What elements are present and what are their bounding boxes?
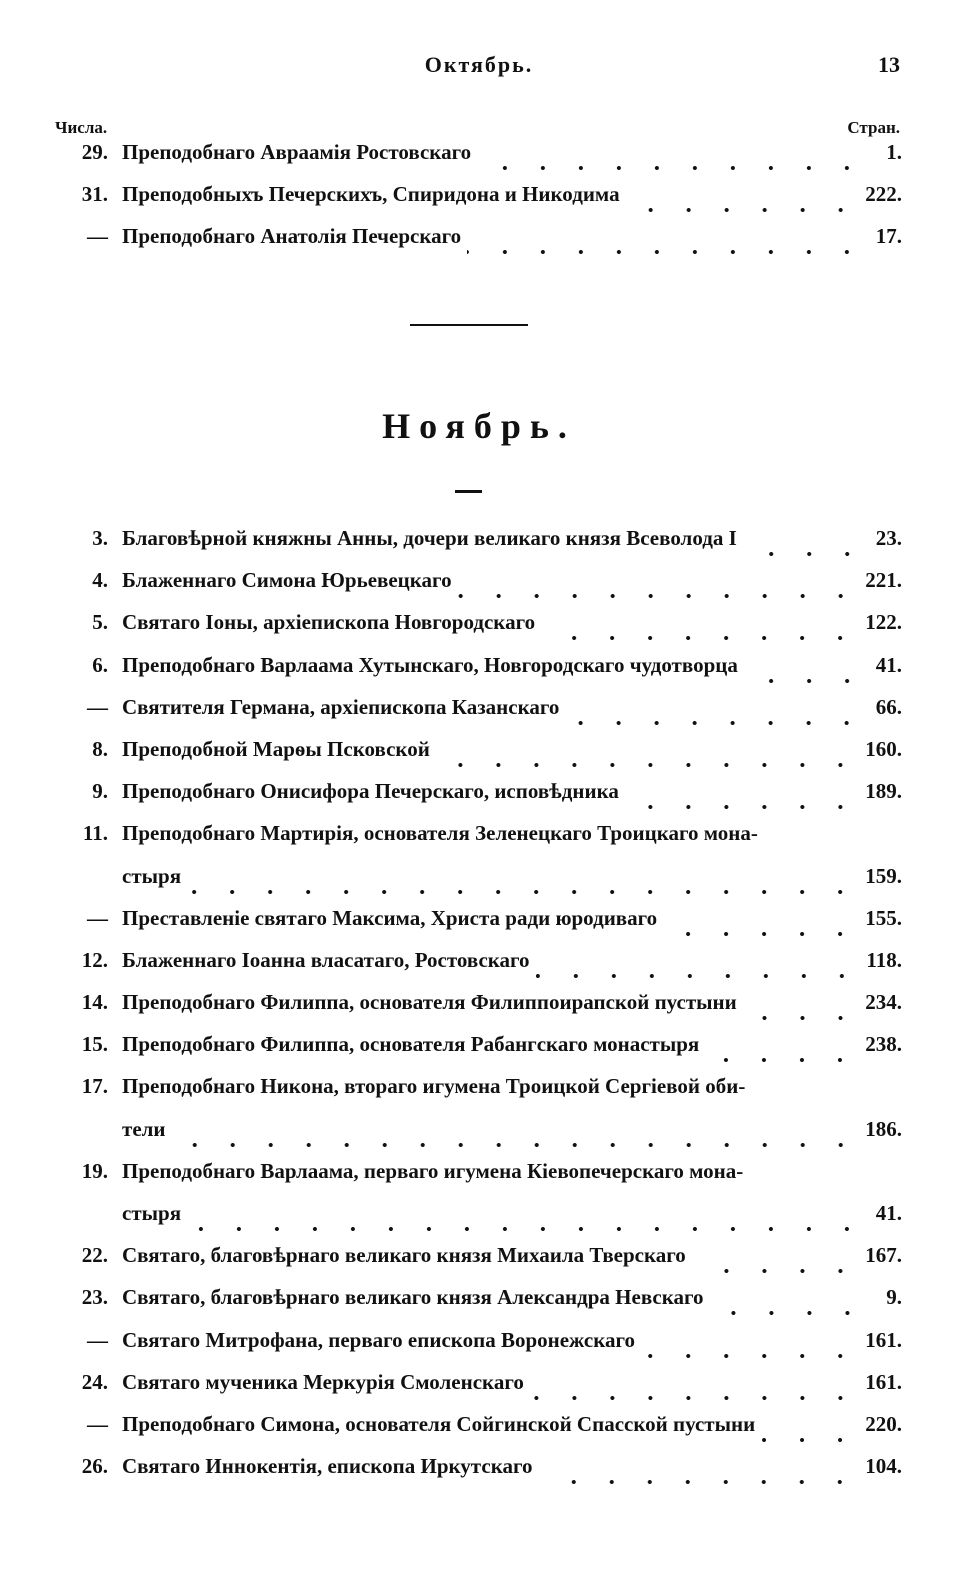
entry-date: 22. <box>81 1243 108 1268</box>
entry-title: Преподобнаго Филиппа, основателя Рабангскаго монастыря <box>122 1032 700 1057</box>
list-item <box>40 526 902 568</box>
entry-date: 23. <box>81 1285 108 1310</box>
entry-page: 161. <box>865 1369 902 1394</box>
dot-leader <box>663 932 859 936</box>
dot-leader <box>744 679 866 683</box>
dot-leader <box>625 805 859 809</box>
list-item-continuation <box>40 1201 902 1243</box>
list-item <box>40 906 902 948</box>
entry-page: 155. <box>865 905 902 930</box>
entry-date: 24. <box>81 1369 108 1394</box>
november-heading: Ноябрь. <box>382 406 576 446</box>
entry-date: 29. <box>81 140 108 164</box>
entry-title: Блаженнаго Іоанна власатаго, Ростовскаго <box>122 947 530 972</box>
entry-page: 104. <box>865 1454 902 1479</box>
entry-page: 160. <box>865 736 902 761</box>
list-item <box>40 1243 902 1285</box>
entry-date: — <box>87 1411 108 1436</box>
entry-date: 17. <box>81 1074 108 1099</box>
entry-title-continuation: стыря <box>122 1201 182 1225</box>
entry-page: 222. <box>865 182 902 207</box>
entry-date: — <box>87 1327 108 1352</box>
list-item <box>40 1454 902 1496</box>
entry-title: Преподобнаго Анатолія Печерскаго <box>122 224 462 249</box>
dot-leader <box>565 721 866 725</box>
entry-page: 1. <box>886 140 902 164</box>
entry-title: Святаго, благовѣрнаго великаго князя Александра Невскаго <box>122 1285 704 1310</box>
entry-date: 9. <box>92 779 108 804</box>
october-list <box>40 140 902 267</box>
entry-date: 8. <box>92 736 108 761</box>
running-title: Октябрь. <box>424 52 534 77</box>
dot-leader <box>477 166 866 170</box>
entry-date: 3. <box>92 526 108 550</box>
heading-dash <box>455 490 482 493</box>
list-item <box>40 821 902 863</box>
list-item <box>40 1159 902 1201</box>
entry-date: — <box>87 905 108 930</box>
dot-leader <box>761 1438 859 1442</box>
entry-title-continuation: стыря <box>122 863 182 888</box>
entry-date: 6. <box>92 652 108 677</box>
entry-title: Преподобнаго Никона, втораго игумена Троицкой Сергіевой оби- <box>122 1074 746 1099</box>
list-item <box>40 182 902 224</box>
page-number: 13 <box>878 52 900 77</box>
dot-leader <box>172 1143 860 1147</box>
dot-leader <box>458 594 860 598</box>
entry-page: 122. <box>865 610 902 635</box>
entry-title: Святаго Іоны, архіепископа Новгородскаго <box>122 610 536 635</box>
entry-title: Преподобной Марѳы Псковской <box>122 736 430 761</box>
dot-leader <box>536 974 861 978</box>
entry-title: Преподобнаго Авраамія Ростовскаго <box>122 140 472 164</box>
entry-date: — <box>87 694 108 719</box>
list-item <box>40 737 902 779</box>
dot-leader <box>705 1058 859 1062</box>
entry-title: Преподобнаго Филиппа, основателя Филиппоирапской пустыни <box>122 990 737 1015</box>
entry-page: 23. <box>875 526 902 550</box>
entry-page: 220. <box>865 1411 902 1436</box>
entry-title: Благовѣрной княжны Анны, дочери великаго князя Всеволода I <box>122 526 737 550</box>
entry-page: 221. <box>865 568 902 593</box>
dot-leader <box>538 1480 859 1484</box>
dot-leader <box>187 890 859 894</box>
entry-title: Святителя Германа, архіепископа Казанскаго <box>122 694 560 719</box>
entry-date: 26. <box>81 1454 108 1479</box>
list-item <box>40 1285 902 1327</box>
list-item <box>40 568 902 610</box>
list-item-continuation <box>40 1117 902 1159</box>
entry-date: 12. <box>81 947 108 972</box>
entry-page: 238. <box>865 1032 902 1057</box>
list-item <box>40 779 902 821</box>
column-header-pages: Стран. <box>847 118 900 137</box>
entry-title: Святаго, благовѣрнаго великаго князя Михаила Тверскаго <box>122 1243 686 1268</box>
entry-page: 167. <box>865 1243 902 1268</box>
dot-leader <box>467 250 866 254</box>
list-item <box>40 224 902 266</box>
list-item <box>40 653 902 695</box>
list-item <box>40 990 902 1032</box>
column-header-dates: Числа. <box>55 118 108 137</box>
dot-leader <box>743 1016 859 1020</box>
entry-title: Преподобнаго Мартирія, основателя Зеленецкаго Троицкаго мона- <box>122 821 758 846</box>
list-item <box>40 610 902 652</box>
dot-leader <box>541 636 859 640</box>
entry-title: Преставленіе святаго Максима, Христа ради юродиваго <box>122 905 658 930</box>
dot-leader <box>530 1396 859 1400</box>
list-item <box>40 1412 902 1454</box>
entry-title: Преподобныхъ Печерскихъ, Спиридона и Никодима <box>122 182 620 207</box>
entry-date: 14. <box>81 990 108 1015</box>
november-list <box>40 526 902 1496</box>
entry-title: Преподобнаго Варлаама Хутынскаго, Новгородскаго чудотворца <box>122 652 738 677</box>
entry-page: 189. <box>865 779 902 804</box>
entry-date: 11. <box>82 821 108 846</box>
entry-page: 118. <box>866 947 902 972</box>
list-item <box>40 1370 902 1412</box>
list-item <box>40 1074 902 1116</box>
list-item <box>40 1328 902 1370</box>
dot-leader <box>710 1311 866 1315</box>
entry-title: Святаго мученика Меркурія Смоленскаго <box>122 1369 524 1394</box>
entry-page: 234. <box>865 990 902 1015</box>
dot-leader <box>641 1354 859 1358</box>
dot-leader <box>187 1227 866 1231</box>
entry-title: Преподобнаго Варлаама, перваго игумена Кіевопечерскаго мона- <box>122 1158 744 1183</box>
list-item <box>40 1032 902 1074</box>
entry-title: Блаженнаго Симона Юрьевецкаго <box>122 568 452 593</box>
section-divider <box>410 324 528 326</box>
entry-page: 17. <box>875 224 902 249</box>
entry-page: 186. <box>865 1116 902 1141</box>
list-item <box>40 695 902 737</box>
entry-page: 41. <box>875 652 902 677</box>
dot-leader <box>743 552 866 556</box>
entry-date: 4. <box>92 568 108 593</box>
entry-title-continuation: тели <box>122 1116 166 1141</box>
entry-page: 161. <box>865 1327 902 1352</box>
list-item-continuation <box>40 864 902 906</box>
entry-date: 19. <box>81 1158 108 1183</box>
entry-date: 15. <box>81 1032 108 1057</box>
entry-title: Преподобнаго Симона, основателя Сойгинской Спасской пустыни <box>122 1411 756 1436</box>
list-item <box>40 948 902 990</box>
entry-date: 5. <box>92 610 108 635</box>
dot-leader <box>626 208 860 212</box>
entry-page: 159. <box>865 863 902 888</box>
entry-title: Святаго Иннокентія, епископа Иркутскаго <box>122 1454 533 1479</box>
entry-date: 31. <box>81 182 108 207</box>
entry-title: Преподобнаго Онисифора Печерскаго, исповѣдника <box>122 779 619 804</box>
entry-page: 41. <box>875 1201 902 1225</box>
dot-leader <box>692 1269 859 1273</box>
entry-date: — <box>87 224 108 249</box>
entry-page: 66. <box>875 694 902 719</box>
list-item <box>40 140 902 182</box>
dot-leader <box>436 763 859 767</box>
entry-title: Святаго Митрофана, перваго епископа Воронежскаго <box>122 1327 636 1352</box>
entry-page: 9. <box>886 1285 902 1310</box>
